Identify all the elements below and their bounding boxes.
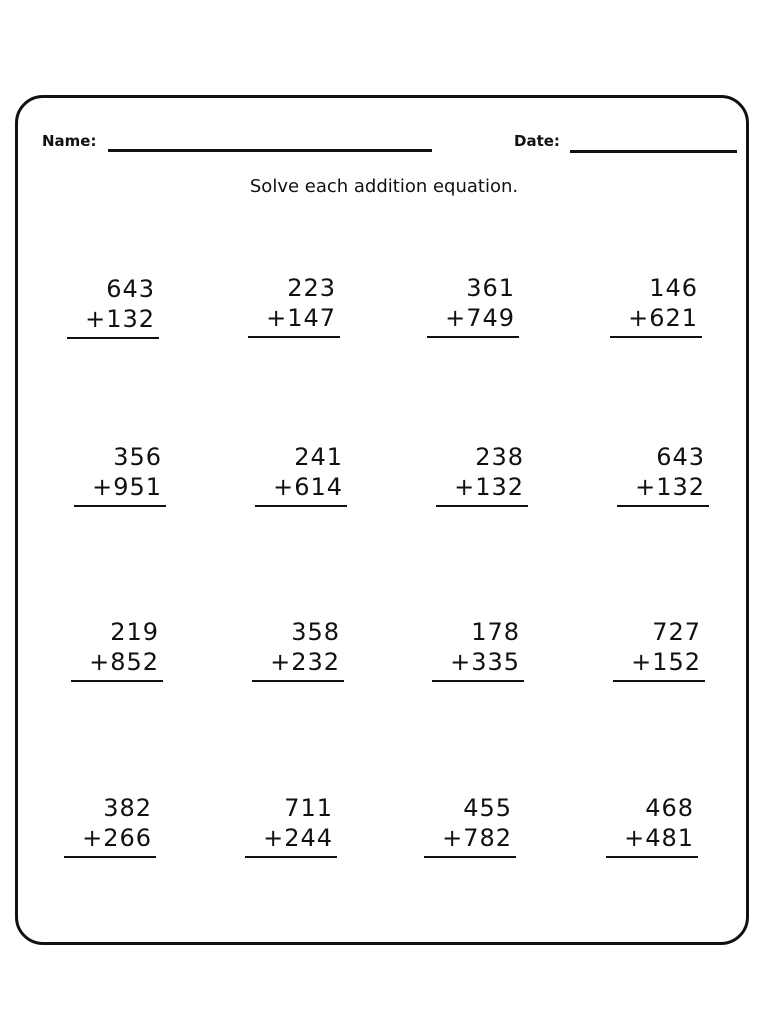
- name-line[interactable]: [108, 149, 432, 152]
- addend-top: 241: [294, 443, 343, 471]
- problem-12: [613, 618, 705, 690]
- answer-line: [617, 505, 709, 507]
- addend-top: 468: [645, 794, 694, 822]
- addend-top: 146: [649, 274, 698, 302]
- problem-16: [606, 794, 698, 866]
- date-label: Date:: [514, 132, 560, 150]
- answer-line: [255, 505, 347, 507]
- addend-top: 178: [471, 618, 520, 646]
- problem-11: [432, 618, 524, 690]
- addend-top: 219: [110, 618, 159, 646]
- addend-bottom: +232: [270, 648, 340, 676]
- answer-line: [64, 856, 156, 858]
- addend-top: 223: [287, 274, 336, 302]
- addend-top: 356: [113, 443, 162, 471]
- addend-top: 361: [466, 274, 515, 302]
- addend-bottom: +152: [631, 648, 701, 676]
- problem-15: [424, 794, 516, 866]
- problem-2: [248, 274, 340, 346]
- problem-3: [427, 274, 519, 346]
- addend-bottom: +335: [450, 648, 520, 676]
- addend-bottom: +132: [635, 473, 705, 501]
- answer-line: [252, 680, 344, 682]
- answer-line: [74, 505, 166, 507]
- problem-1: [67, 275, 159, 347]
- answer-line: [245, 856, 337, 858]
- problem-13: [64, 794, 156, 866]
- problem-8: [617, 443, 709, 515]
- addend-top: 382: [103, 794, 152, 822]
- answer-line: [427, 336, 519, 338]
- name-label: Name:: [42, 132, 97, 150]
- addend-top: 711: [284, 794, 333, 822]
- answer-line: [67, 337, 159, 339]
- problem-10: [252, 618, 344, 690]
- addend-bottom: +614: [273, 473, 343, 501]
- addend-top: 238: [475, 443, 524, 471]
- answer-line: [613, 680, 705, 682]
- addend-bottom: +782: [442, 824, 512, 852]
- addend-bottom: +132: [454, 473, 524, 501]
- answer-line: [248, 336, 340, 338]
- addend-bottom: +481: [624, 824, 694, 852]
- addend-bottom: +266: [82, 824, 152, 852]
- answer-line: [71, 680, 163, 682]
- addend-bottom: +749: [445, 304, 515, 332]
- addend-top: 455: [463, 794, 512, 822]
- problem-14: [245, 794, 337, 866]
- addend-bottom: +132: [85, 305, 155, 333]
- addend-top: 358: [291, 618, 340, 646]
- problem-6: [255, 443, 347, 515]
- instruction-text: Solve each addition equation.: [249, 176, 519, 197]
- problem-5: [74, 443, 166, 515]
- problem-7: [436, 443, 528, 515]
- problem-9: [71, 618, 163, 690]
- addend-bottom: +621: [628, 304, 698, 332]
- problem-4: [610, 274, 702, 346]
- addend-bottom: +147: [266, 304, 336, 332]
- answer-line: [606, 856, 698, 858]
- addend-bottom: +244: [263, 824, 333, 852]
- answer-line: [436, 505, 528, 507]
- date-line[interactable]: [570, 150, 737, 153]
- addend-top: 643: [656, 443, 705, 471]
- answer-line: [432, 680, 524, 682]
- addend-bottom: +852: [89, 648, 159, 676]
- addend-top: 727: [652, 618, 701, 646]
- addend-bottom: +951: [92, 473, 162, 501]
- addend-top: 643: [106, 275, 155, 303]
- answer-line: [610, 336, 702, 338]
- answer-line: [424, 856, 516, 858]
